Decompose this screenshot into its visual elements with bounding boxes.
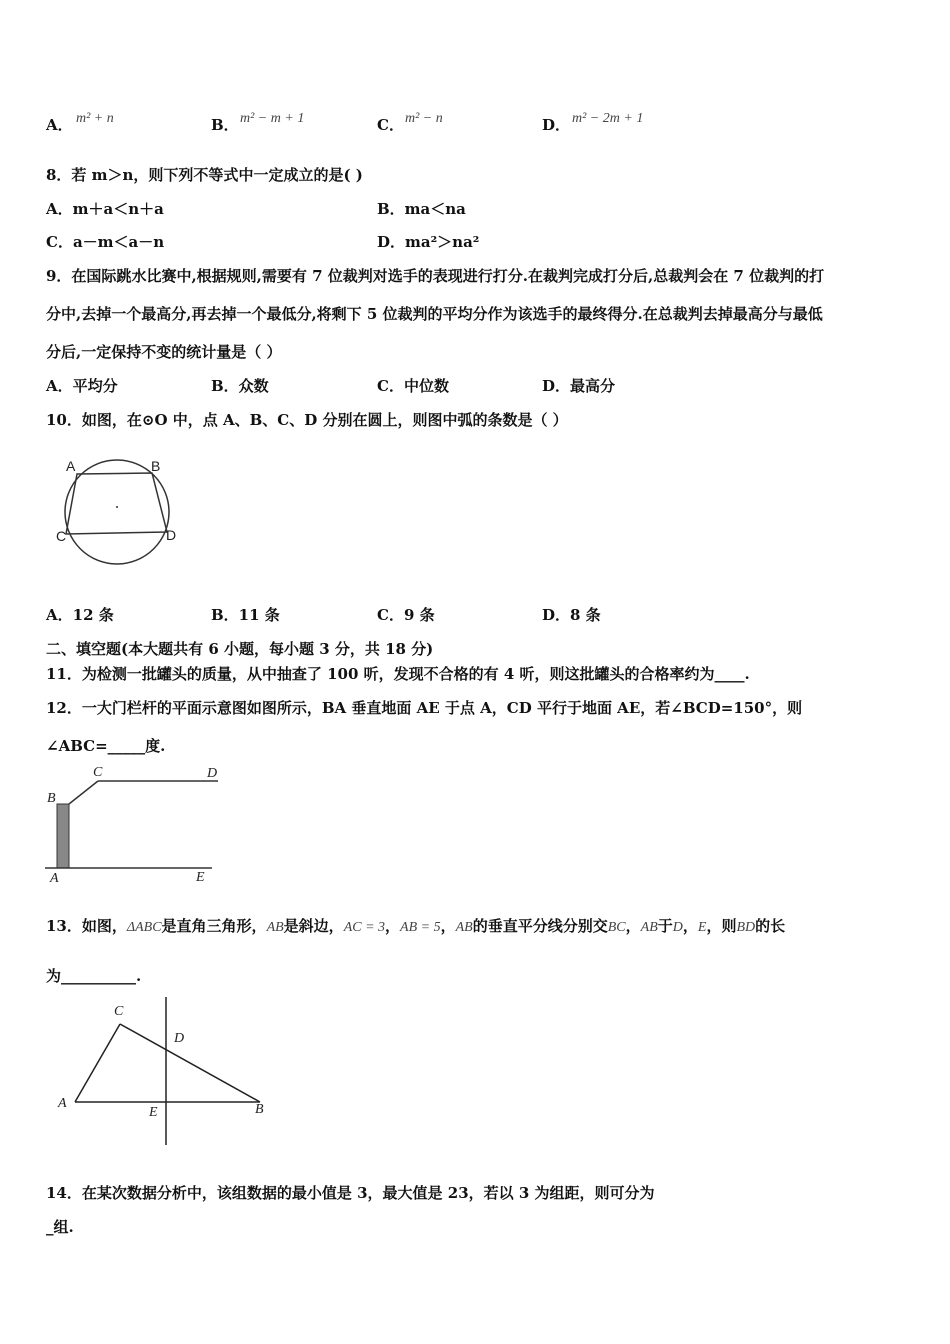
q10-label-d: D (166, 527, 177, 543)
segment-ac (75, 1024, 120, 1102)
q13-text-5: ， (440, 917, 456, 935)
q10-option-a: A．12 条 (46, 606, 114, 624)
q13-label-b: B (255, 1102, 264, 1117)
q12-stem-line1: 12．一大门栏杆的平面示意图如图所示，BA 垂直地面 AE 于点 A，CD 平行于地面 AE，若∠BCD=150°，则 (46, 699, 803, 717)
q9-option-c: C．中位数 (377, 377, 449, 395)
q7-option-a-label: A． (46, 116, 73, 134)
q13-math-ab-2: AB (455, 920, 473, 935)
section-2-title: 二、填空题(本大题共有 6 小题，每小题 3 分，共 18 分) (46, 640, 434, 658)
q9-stem-line2: 分中,去掉一个最高分,再去掉一个最低分,将剩下 5 位裁判的平均分作为该选手的最终得分.在总裁判去掉最高分与最低 (46, 305, 823, 323)
q13-math-d: D (672, 920, 683, 935)
q13-math-ac-eq-3: AC = 3 (343, 920, 386, 935)
q13-text-1: 13．如图， (46, 917, 127, 935)
q13-text-4: ， (385, 917, 401, 935)
q7-option-b-expr: m² − m + 1 (240, 111, 305, 126)
q13-math-ab-eq-5: AB = 5 (400, 920, 441, 935)
q13-label-c: C (114, 1004, 124, 1019)
q13-label-d: D (174, 1031, 185, 1046)
q13-math-ab: AB (266, 920, 284, 935)
q13-text-2: 是直角三角形， (161, 917, 267, 935)
q12-label-d: D (207, 766, 218, 781)
q9-stem-line3: 分后,一定保持不变的统计量是（ ） (46, 343, 282, 361)
q10-stem: 10．如图，在⊙O 中，点 A、B、C、D 分别在圆上，则图中弧的条数是（ ） (46, 411, 568, 429)
quadrilateral-abdc (66, 473, 167, 534)
q7-option-d-expr: m² − 2m + 1 (572, 111, 644, 126)
q7-option-c-label: C． (377, 116, 404, 134)
q13-math-triangle-abc: ΔABC (126, 920, 162, 935)
q12-label-c: C (93, 765, 103, 780)
q13-math-bd: BD (736, 920, 756, 935)
q9-option-a: A．平均分 (46, 377, 118, 395)
q8-option-c: C．a－m＜a－n (46, 233, 165, 251)
segment-bc (69, 781, 98, 804)
q13-text-9: ， (682, 917, 698, 935)
q13-text-8: 于 (657, 917, 673, 935)
q12-label-a: A (50, 871, 59, 886)
q9-stem-line1: 9．在国际跳水比赛中,根据规则,需要有 7 位裁判对选手的表现进行打分.在裁判完成打分后,总裁判会在 7 位裁判的打 (46, 267, 825, 285)
center-dot (116, 506, 118, 508)
q7-option-a-expr: m² + n (76, 111, 114, 126)
post-ba (57, 804, 69, 868)
q13-math-e: E (697, 920, 707, 935)
q8-stem: 8．若 m＞n，则下列不等式中一定成立的是( ) (46, 166, 363, 184)
q7-option-b-label: B． (211, 116, 239, 134)
q13-text-11: 的长 (755, 917, 786, 935)
q10-option-d: D．8 条 (542, 606, 601, 624)
q13-stem-line2: 为__________. (46, 967, 142, 985)
q10-option-b: B．11 条 (211, 606, 280, 624)
q9-option-b: B．众数 (211, 377, 269, 395)
q13-text-3: 是斜边， (283, 917, 344, 935)
q8-option-a: A．m＋a＜n＋a (46, 200, 164, 218)
q9-option-d: D．最高分 (542, 377, 616, 395)
q13-text-10: ，则 (706, 917, 737, 935)
q13-label-e: E (149, 1105, 158, 1120)
q12-label-b: B (47, 791, 56, 806)
q11-stem: 11．为检测一批罐头的质量，从中抽查了 100 听，发现不合格的有 4 听，则这批罐头的合格率约为____. (46, 665, 750, 683)
q12-label-e: E (196, 870, 205, 885)
q13-text-7: ， (625, 917, 641, 935)
q13-stem-line1 (46, 916, 785, 938)
q10-label-b: B (151, 458, 161, 474)
q8-option-d: D．ma²＞na² (377, 233, 480, 251)
q13-label-a: A (58, 1096, 67, 1111)
q8-option-b: B．ma＜na (377, 200, 466, 218)
q13-text-6: 的垂直平分线分别交 (472, 917, 608, 935)
q14-stem-line1: 14．在某次数据分析中，该组数据的最小值是 3，最大值是 23，若以 3 为组距，则可分为 (46, 1184, 655, 1202)
q10-option-c: C．9 条 (377, 606, 435, 624)
q7-option-d-label: D． (542, 116, 571, 134)
q10-label-a: A (66, 458, 76, 474)
q13-math-bc: BC (607, 920, 626, 935)
q14-stem-line2: _组. (46, 1218, 74, 1236)
q10-label-c: C (56, 528, 67, 544)
segment-cb (120, 1024, 260, 1102)
q12-stem-line2: ∠ABC=_____度. (46, 737, 166, 755)
q13-triangle-figure (60, 995, 280, 1155)
q7-option-c-expr: m² − n (405, 111, 443, 126)
q13-math-ab-3: AB (640, 920, 658, 935)
